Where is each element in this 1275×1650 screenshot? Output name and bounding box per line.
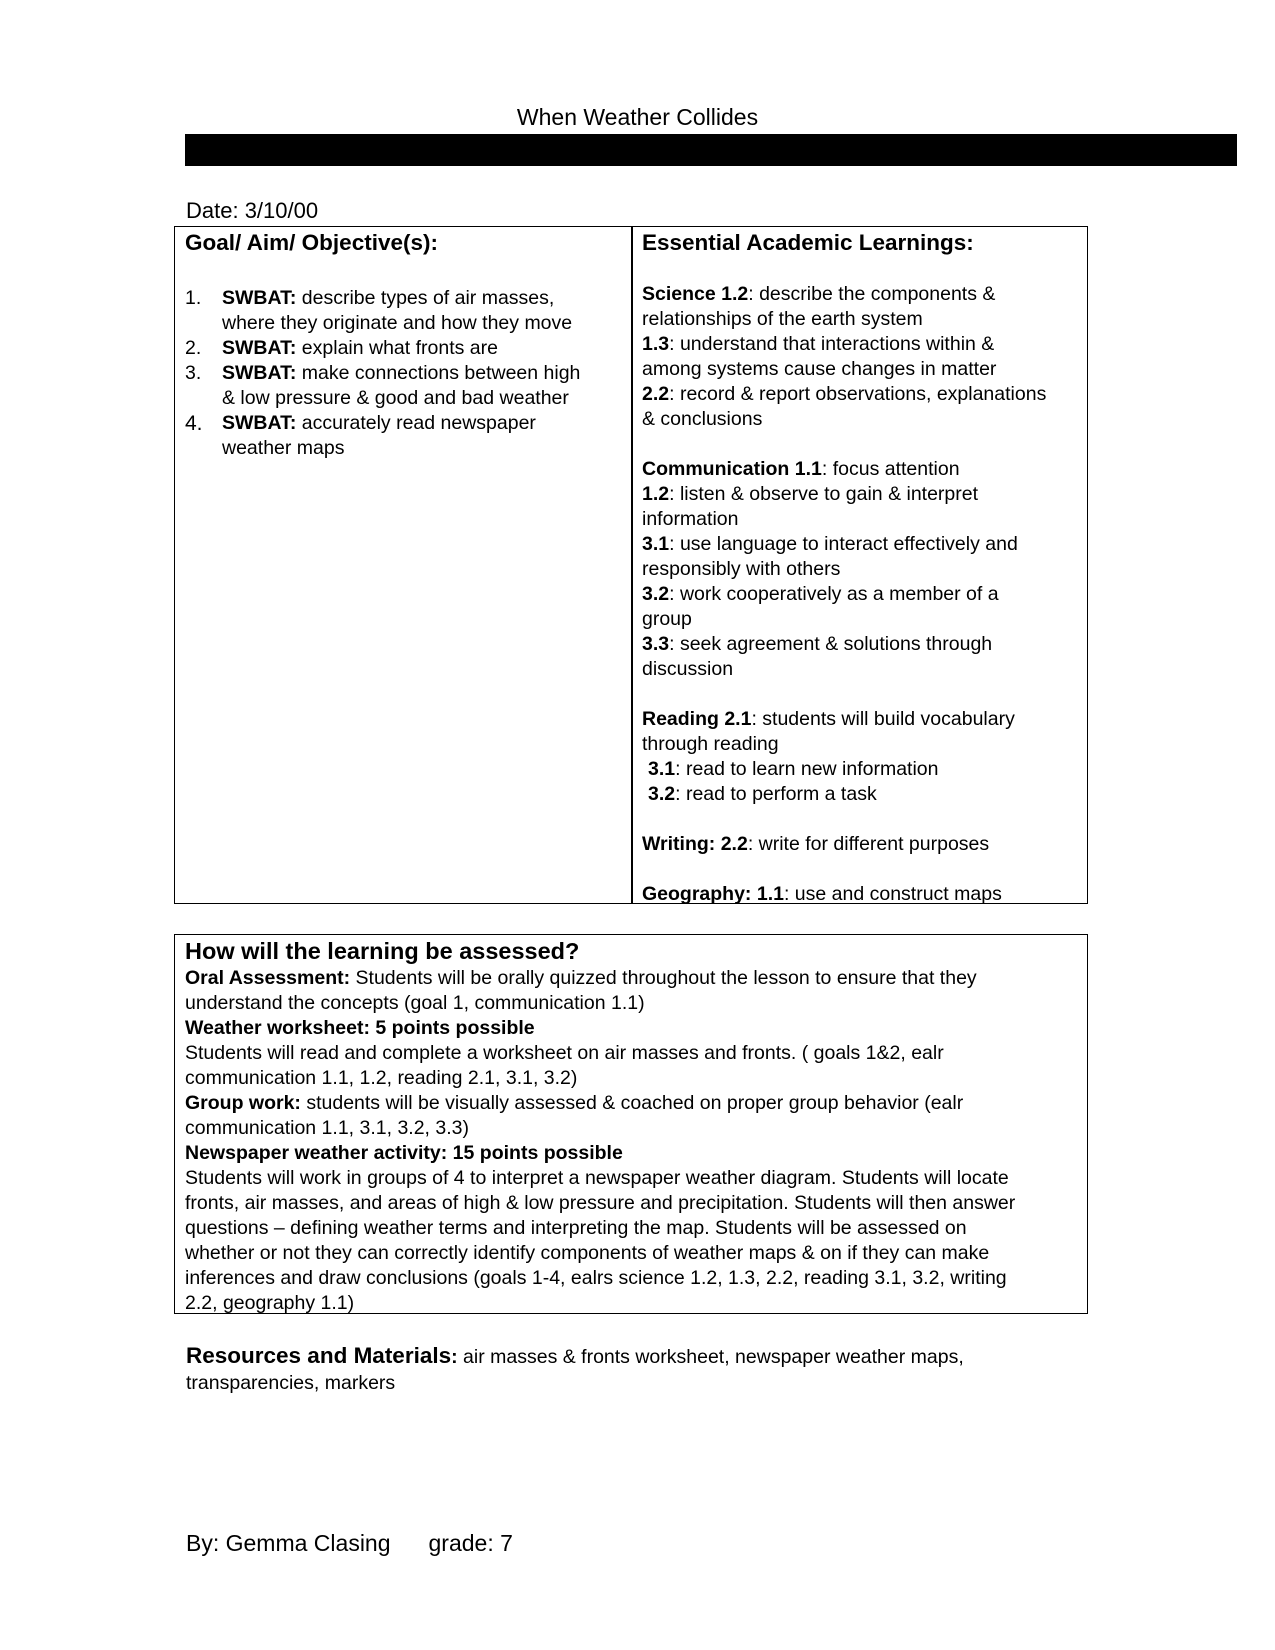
oral-label: Oral Assessment: <box>185 967 351 989</box>
ealr-text: through reading <box>642 733 779 755</box>
worksheet-text-cont: communication 1.1, 1.2, reading 2.1, 3.1, 3.2) <box>185 1067 578 1089</box>
worksheet-assessment <box>185 1016 1077 1091</box>
objective-text-cont: weather maps <box>222 437 345 459</box>
ealr-code: 1.3 <box>642 333 670 355</box>
objective-item <box>185 336 625 361</box>
ealr-code: 3.2 <box>648 783 676 805</box>
goals-column <box>185 227 625 461</box>
ealr-text: responsibly with others <box>642 558 841 580</box>
resources-text-cont: transparencies, markers <box>186 1372 396 1394</box>
objective-item <box>185 411 625 461</box>
ealr-text: : listen & observe to gain & interpret <box>669 483 979 505</box>
objective-label: SWBAT: <box>222 337 297 359</box>
newspaper-text-line: fronts, air masses, and areas of high & low pressure and precipitation. Students will then answer <box>185 1192 1016 1214</box>
objective-number: 2. <box>185 337 202 359</box>
ealr-writing <box>642 832 1082 857</box>
resources-text: air masses & fronts worksheet, newspaper weather maps, <box>457 1346 964 1368</box>
newspaper-text-line: questions – defining weather terms and interpreting the map. Students will be assessed on <box>185 1217 967 1239</box>
newspaper-text-line: inferences and draw conclusions (goals 1-4, ealrs science 1.2, 1.3, 2.2, reading 3.1, 3.2, writing <box>185 1267 1007 1289</box>
ealr-text: : focus attention <box>821 458 960 480</box>
objective-label: SWBAT: <box>222 287 297 309</box>
newspaper-label: Newspaper weather activity: 15 points possible <box>185 1142 623 1164</box>
ealr-code: Reading 2.1 <box>642 708 752 730</box>
objective-number: 4. <box>185 412 203 435</box>
objective-item <box>185 361 625 411</box>
ealr-text: : write for different purposes <box>747 833 990 855</box>
group-work-label: Group work: <box>185 1092 301 1114</box>
ealr-code: 3.2 <box>642 583 670 605</box>
ealr-text: : use language to interact effectively and <box>669 533 1018 555</box>
resources-section <box>186 1343 1086 1396</box>
newspaper-assessment <box>185 1141 1077 1316</box>
objectives-list <box>185 286 625 461</box>
byline <box>186 1530 513 1557</box>
ealr-heading: Essential Academic Learnings: <box>642 230 974 255</box>
ealr-code: 3.3 <box>642 633 670 655</box>
objective-number: 3. <box>185 362 202 384</box>
ealr-text: : seek agreement & solutions through <box>669 633 993 655</box>
ealr-code: Geography: 1.1 <box>642 883 784 905</box>
oral-text: Students will be orally quizzed throughout the lesson to ensure that they <box>350 967 977 989</box>
ealr-text: : understand that interactions within & <box>669 333 995 355</box>
group-work-assessment <box>185 1091 1077 1141</box>
column-divider <box>631 227 633 903</box>
resources-colon: : <box>451 1346 458 1368</box>
group-work-text: students will be visually assessed & coached on proper group behavior (ealr <box>300 1092 964 1114</box>
objectives-table <box>174 226 1088 904</box>
ealr-code: Communication 1.1 <box>642 458 822 480</box>
goals-heading: Goal/ Aim/ Objective(s): <box>185 230 438 255</box>
objective-item <box>185 286 625 336</box>
page-title: When Weather Collides <box>516 104 759 130</box>
ealr-code: Science 1.2 <box>642 283 749 305</box>
ealr-code: 3.1 <box>642 533 670 555</box>
ealr-science <box>642 282 1082 432</box>
ealr-text: : record & report observations, explanations <box>669 383 1047 405</box>
objective-label: SWBAT: <box>222 412 297 434</box>
lesson-date: Date: 3/10/00 <box>186 198 319 223</box>
objective-text: explain what fronts are <box>296 337 498 359</box>
ealr-text: : describe the components & <box>748 283 996 305</box>
ealr-communication <box>642 457 1082 682</box>
ealr-geography <box>642 882 1082 907</box>
objective-text-cont: & low pressure & good and bad weather <box>222 387 569 409</box>
grade-level: grade: 7 <box>428 1530 513 1556</box>
objective-text-cont: where they originate and how they move <box>222 312 573 334</box>
objective-label: SWBAT: <box>222 362 297 384</box>
ealr-reading <box>642 707 1082 807</box>
ealr-code: 1.2 <box>642 483 670 505</box>
ealr-list <box>642 282 1082 907</box>
oral-assessment <box>185 966 1077 1016</box>
ealr-text: : students will build vocabulary <box>751 708 1015 730</box>
ealr-code: 2.2 <box>642 383 670 405</box>
ealr-code: 3.1 <box>648 758 676 780</box>
group-work-text-cont: communication 1.1, 3.1, 3.2, 3.3) <box>185 1117 469 1139</box>
header-bar <box>185 134 1237 166</box>
objective-text: accurately read newspaper <box>296 412 536 434</box>
newspaper-text-line: 2.2, geography 1.1) <box>185 1292 355 1314</box>
worksheet-text: Students will read and complete a worksheet on air masses and fronts. ( goals 1&2, ealr <box>185 1042 944 1064</box>
resources-label: Resources and Materials <box>186 1343 452 1368</box>
ealr-text: : read to perform a task <box>675 783 877 805</box>
newspaper-text-line: whether or not they can correctly identify components of weather maps & on if they can make <box>185 1242 990 1264</box>
ealr-column <box>642 227 1082 907</box>
ealr-text: : work cooperatively as a member of a <box>669 583 999 605</box>
worksheet-label: Weather worksheet: 5 points possible <box>185 1017 535 1039</box>
objective-text: make connections between high <box>296 362 581 384</box>
objective-text: describe types of air masses, <box>296 287 555 309</box>
author: By: Gemma Clasing <box>186 1530 391 1556</box>
newspaper-text-line: Students will work in groups of 4 to interpret a newspaper weather diagram. Students will locate <box>185 1167 1009 1189</box>
assessment-box <box>174 934 1088 1314</box>
oral-text-cont: understand the concepts (goal 1, communication 1.1) <box>185 992 645 1014</box>
ealr-text: information <box>642 508 739 530</box>
assessment-body <box>185 966 1077 1316</box>
ealr-text: & conclusions <box>642 408 763 430</box>
assessment-heading: How will the learning be assessed? <box>185 938 580 964</box>
ealr-text: among systems cause changes in matter <box>642 358 997 380</box>
objective-number: 1. <box>185 287 202 309</box>
ealr-text: : read to learn new information <box>675 758 939 780</box>
ealr-code: Writing: 2.2 <box>642 833 748 855</box>
ealr-text: : use and construct maps <box>783 883 1002 905</box>
ealr-text: discussion <box>642 658 734 680</box>
ealr-text: group <box>642 608 692 630</box>
ealr-text: relationships of the earth system <box>642 308 923 330</box>
